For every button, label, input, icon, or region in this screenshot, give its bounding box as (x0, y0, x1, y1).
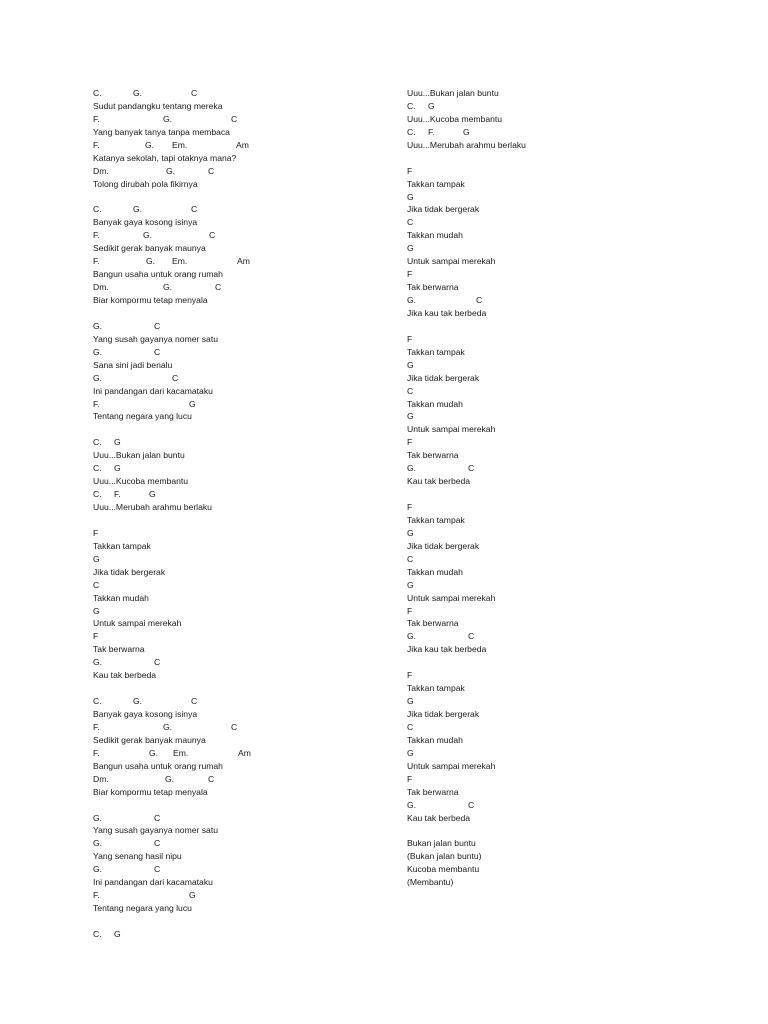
lyric-line: Bangun usaha untuk orang rumah (93, 760, 223, 771)
chord-symbol: G (189, 398, 196, 409)
chord-symbol: G (407, 359, 414, 370)
chord-line (93, 488, 383, 501)
chord-line (93, 630, 383, 643)
lyric-line: Jika kau tak berbeda (407, 644, 487, 655)
chord-symbol: G. (93, 657, 103, 668)
chord-line (407, 385, 707, 398)
blank-line (407, 488, 707, 501)
chord-symbol: F (407, 502, 413, 512)
lyric-line: Uuu...Kucoba membantu (93, 476, 189, 487)
lyric-line: Takkan tampak (93, 540, 151, 551)
lyric-line: Takkan tampak (407, 514, 465, 525)
chord-symbol: C. (93, 463, 102, 474)
chord-symbol: G (407, 747, 414, 758)
chord-line (93, 372, 383, 385)
chord-symbol: F (407, 670, 413, 681)
chord-line (93, 165, 383, 178)
chord-line (93, 605, 383, 618)
chord-symbol: C (407, 553, 414, 564)
lyric-line: Kau tak berbeda (93, 670, 157, 681)
chord-symbol: G. (165, 773, 175, 784)
lyric-line: Sedikit gerak banyak maunya (93, 243, 206, 254)
chord-line (407, 630, 707, 643)
chord-symbol: G. (133, 696, 143, 707)
chord-symbol: Am (236, 139, 249, 150)
lyric-line: Banyak gaya kosong isinya (93, 217, 198, 228)
lyric-line: Takkan tampak (407, 178, 465, 189)
chord-symbol: G. (163, 721, 173, 732)
lyric-line: Untuk sampai merekah (407, 256, 496, 267)
chord-symbol: G. (93, 346, 103, 357)
chord-line (407, 359, 707, 372)
chord-line (407, 462, 707, 475)
lyric-line: Takkan mudah (407, 398, 463, 409)
lyric-line: Biar kompormu tetap menyala (93, 295, 208, 305)
chord-line (93, 398, 383, 411)
chord-symbol: G. (163, 282, 173, 293)
blank-line (93, 514, 383, 527)
chord-symbol: F. (93, 398, 100, 409)
chord-line (407, 126, 707, 139)
chord-line (407, 773, 707, 786)
chord-line (93, 656, 383, 669)
right-column (407, 87, 707, 889)
lyric-line: Takkan tampak (407, 683, 465, 694)
chord-symbol: G. (149, 747, 159, 758)
chord-line (93, 812, 383, 825)
chord-line (93, 889, 383, 902)
lyric-line: Takkan tampak (407, 346, 465, 357)
blank-line (407, 824, 707, 837)
chord-line (407, 216, 707, 229)
chord-symbol: C (208, 165, 215, 176)
lyric-line: Takkan mudah (407, 566, 463, 577)
chord-line (93, 747, 383, 760)
chord-symbol: Dm. (93, 165, 109, 176)
chord-symbol: C (154, 657, 161, 668)
chord-symbol: C. (93, 928, 102, 939)
chord-symbol: G. (93, 812, 103, 823)
lyric-line: Sudut pandangku tentang mereka (93, 100, 223, 111)
lyric-line: Jika tidak bergerak (93, 566, 166, 577)
lyric-line: Tentang negara yang lucu (93, 903, 192, 914)
chord-symbol: C (407, 385, 414, 396)
lyric-line: Yang susah gayanya nomer satu (93, 333, 219, 344)
chord-line (407, 579, 707, 592)
chord-symbol: F. (93, 139, 100, 150)
lyric-line: (Membantu) (407, 877, 454, 888)
lyric-line: Tak berwarna (407, 282, 459, 293)
chord-line (407, 799, 707, 812)
chord-symbol: G (407, 696, 414, 707)
lyric-line: Katanya sekolah, tapi otaknya mana? (93, 152, 237, 163)
chord-symbol: G (114, 463, 121, 474)
chord-line (407, 669, 707, 682)
lyric-line: Takkan mudah (407, 230, 463, 241)
lyric-line: Sana sini jadi benalu (93, 359, 173, 370)
chord-line (407, 695, 707, 708)
lyric-line: Jika tidak bergerak (407, 540, 480, 551)
chord-symbol: G (407, 243, 414, 254)
lyric-line: Kucoba membantu (407, 864, 480, 875)
chord-symbol: G. (93, 838, 103, 849)
lyric-line: Untuk sampai merekah (407, 424, 496, 435)
chord-line (93, 721, 383, 734)
chord-symbol: C (93, 579, 100, 590)
chord-symbol: G. (166, 165, 176, 176)
blank-line (93, 682, 383, 695)
blank-line (407, 320, 707, 333)
lyric-line: Yang banyak tanya tanpa membaca (93, 126, 230, 137)
lyric-line: Tak berwarna (407, 618, 459, 629)
lyric-line: Ini pandangan dari kacamataku (93, 385, 213, 396)
chord-symbol: C (154, 346, 161, 357)
chord-symbol: Dm. (93, 773, 109, 784)
lyric-line: Sedikit gerak banyak maunya (93, 734, 206, 745)
chord-symbol: C (154, 838, 161, 849)
chord-symbol: C (468, 631, 475, 642)
chord-line (93, 203, 383, 216)
chord-symbol: Am (237, 256, 250, 267)
chord-symbol: Em. (173, 747, 189, 758)
chord-symbol: F. (93, 721, 100, 732)
chord-line (93, 87, 383, 100)
chord-symbol: G. (407, 631, 417, 642)
chord-symbol: C. (93, 204, 102, 215)
left-column (93, 87, 383, 941)
chord-line (93, 281, 383, 294)
lyric-line: Yang senang hasil nipu (93, 851, 182, 862)
lyric-line: Tak berwarna (93, 644, 145, 655)
lyric-line: Uuu...Merubah arahmu berlaku (93, 502, 212, 512)
chord-symbol: C (154, 320, 161, 331)
chord-symbol: G. (93, 372, 103, 383)
lyric-line: Tak berwarna (407, 450, 459, 461)
chord-symbol: C (209, 230, 216, 241)
lyric-line: Jika tidak bergerak (407, 372, 480, 383)
chord-symbol: G. (163, 113, 173, 124)
chord-symbol: G. (93, 864, 103, 875)
chord-symbol: C. (93, 489, 102, 500)
chord-symbol: Am (238, 747, 251, 758)
chord-line (407, 242, 707, 255)
lyric-line: Biar kompormu tetap menyala (93, 786, 208, 797)
blank-line (407, 656, 707, 669)
chord-symbol: F (407, 605, 413, 616)
chord-line (407, 501, 707, 514)
chord-line (93, 320, 383, 333)
chord-symbol: C. (93, 437, 102, 448)
blank-line (93, 307, 383, 320)
chord-symbol: C (407, 721, 414, 732)
chord-line (93, 462, 383, 475)
chord-symbol: G (189, 890, 196, 901)
lyric-line: Kau tak berbeda (407, 812, 471, 823)
chord-line (407, 268, 707, 281)
lyric-line: Ini pandangan dari kacamataku (93, 877, 213, 888)
chord-line (407, 436, 707, 449)
chord-symbol: G. (93, 320, 103, 331)
chord-symbol: G. (133, 204, 143, 215)
chord-line (93, 113, 383, 126)
chord-symbol: F. (93, 256, 100, 267)
chord-symbol: C (154, 812, 161, 823)
chord-line (93, 928, 383, 941)
chord-symbol: G (407, 527, 414, 538)
chord-line (93, 695, 383, 708)
chord-symbol: G. (407, 295, 417, 305)
blank-line (93, 423, 383, 436)
chord-line (93, 255, 383, 268)
chord-symbol: C (468, 799, 475, 810)
chord-symbol: F. (93, 230, 100, 241)
chord-symbol: F (407, 269, 413, 280)
chord-symbol: F (407, 333, 413, 344)
chord-line (407, 527, 707, 540)
chord-symbol: C. (93, 696, 102, 707)
chord-symbol: G (407, 579, 414, 590)
chord-symbol: G (407, 411, 414, 422)
chord-symbol: G. (407, 463, 417, 474)
chord-line (93, 553, 383, 566)
chord-line (407, 553, 707, 566)
chord-symbol: C (231, 721, 238, 732)
chord-line (407, 410, 707, 423)
chord-symbol: C (215, 282, 222, 293)
lyric-line: Uuu...Bukan jalan buntu (407, 88, 499, 98)
chord-symbol: C (191, 204, 198, 215)
lyric-line: Tentang negara yang lucu (93, 411, 192, 422)
chord-symbol: C. (407, 126, 416, 137)
chord-symbol: F (407, 773, 413, 784)
chord-symbol: G (114, 437, 121, 448)
chord-symbol: F (93, 527, 99, 538)
chord-symbol: C. (93, 88, 102, 98)
chord-symbol: C (476, 295, 483, 305)
lyric-line: Untuk sampai merekah (93, 618, 182, 629)
chord-symbol: G. (133, 88, 143, 98)
chord-symbol: G (93, 605, 100, 616)
chord-symbol: C. (407, 100, 416, 111)
chord-line (407, 605, 707, 618)
lyric-line: Tak berwarna (407, 786, 459, 797)
chord-line (93, 863, 383, 876)
chord-line (93, 527, 383, 540)
chord-line (407, 747, 707, 760)
lyric-line: Untuk sampai merekah (407, 760, 496, 771)
lyric-line: Uuu...Merubah arahmu berlaku (407, 139, 526, 150)
lyric-line: Jika tidak bergerak (407, 204, 480, 215)
chord-symbol: F (407, 165, 413, 176)
lyric-line: Uuu...Bukan jalan buntu (93, 450, 185, 461)
blank-line (93, 191, 383, 204)
lyric-line: (Bukan jalan buntu) (407, 851, 482, 862)
lyric-line: Takkan mudah (93, 592, 149, 603)
chord-symbol: G (463, 126, 470, 137)
chord-symbol: G (93, 553, 100, 564)
lyric-line: Bukan jalan buntu (407, 838, 476, 849)
chord-line (93, 837, 383, 850)
chord-line (93, 229, 383, 242)
chord-symbol: F (93, 631, 99, 642)
chord-line (93, 436, 383, 449)
chord-symbol: F. (93, 113, 100, 124)
chord-symbol: C (231, 113, 238, 124)
blank-line (407, 152, 707, 165)
lyric-line: Banyak gaya kosong isinya (93, 709, 198, 719)
chord-symbol: G. (407, 799, 417, 810)
chord-symbol: F. (114, 489, 121, 500)
chord-symbol: Dm. (93, 282, 109, 293)
chord-line (407, 721, 707, 734)
chord-symbol: C (172, 372, 179, 383)
chord-symbol: F. (428, 126, 435, 137)
lyric-line: Jika kau tak berbeda (407, 307, 487, 318)
lyric-line: Bangun usaha untuk orang rumah (93, 269, 223, 280)
chord-line (407, 100, 707, 113)
chord-line (407, 165, 707, 178)
lyric-line: Takkan mudah (407, 734, 463, 745)
chord-symbol: F. (93, 747, 100, 758)
chord-line (407, 294, 707, 307)
chord-symbol: C (154, 864, 161, 875)
chord-symbol: G. (146, 256, 156, 267)
blank-line (93, 915, 383, 928)
chord-symbol: Em. (172, 139, 188, 150)
lyric-line: Tolong dirubah pola fikirnya (93, 178, 198, 189)
chord-symbol: C (191, 88, 198, 98)
chord-line (93, 139, 383, 152)
chord-symbol: G (407, 191, 414, 202)
chord-line (93, 346, 383, 359)
chord-symbol: G. (143, 230, 153, 241)
chord-line (93, 579, 383, 592)
chord-symbol: G (149, 489, 156, 500)
lyric-line: Jika tidak bergerak (407, 709, 480, 719)
chord-symbol: Em. (172, 256, 188, 267)
blank-line (93, 799, 383, 812)
lyric-line: Yang susah gayanya nomer satu (93, 825, 219, 836)
chord-symbol: C (208, 773, 215, 784)
chord-symbol: G (114, 928, 121, 939)
lyric-line: Uuu...Kucoba membantu (407, 113, 503, 124)
chord-symbol: C (191, 696, 198, 707)
lyric-line: Untuk sampai merekah (407, 592, 496, 603)
chord-symbol: G. (145, 139, 155, 150)
chord-line (407, 191, 707, 204)
chord-symbol: C (468, 463, 475, 474)
chord-symbol: F. (93, 890, 100, 901)
chord-symbol: G (428, 100, 435, 111)
chord-line (407, 333, 707, 346)
chord-symbol: C (407, 217, 414, 228)
lyric-line: Kau tak berbeda (407, 476, 471, 487)
chord-symbol: F (407, 437, 413, 448)
chord-line (93, 773, 383, 786)
